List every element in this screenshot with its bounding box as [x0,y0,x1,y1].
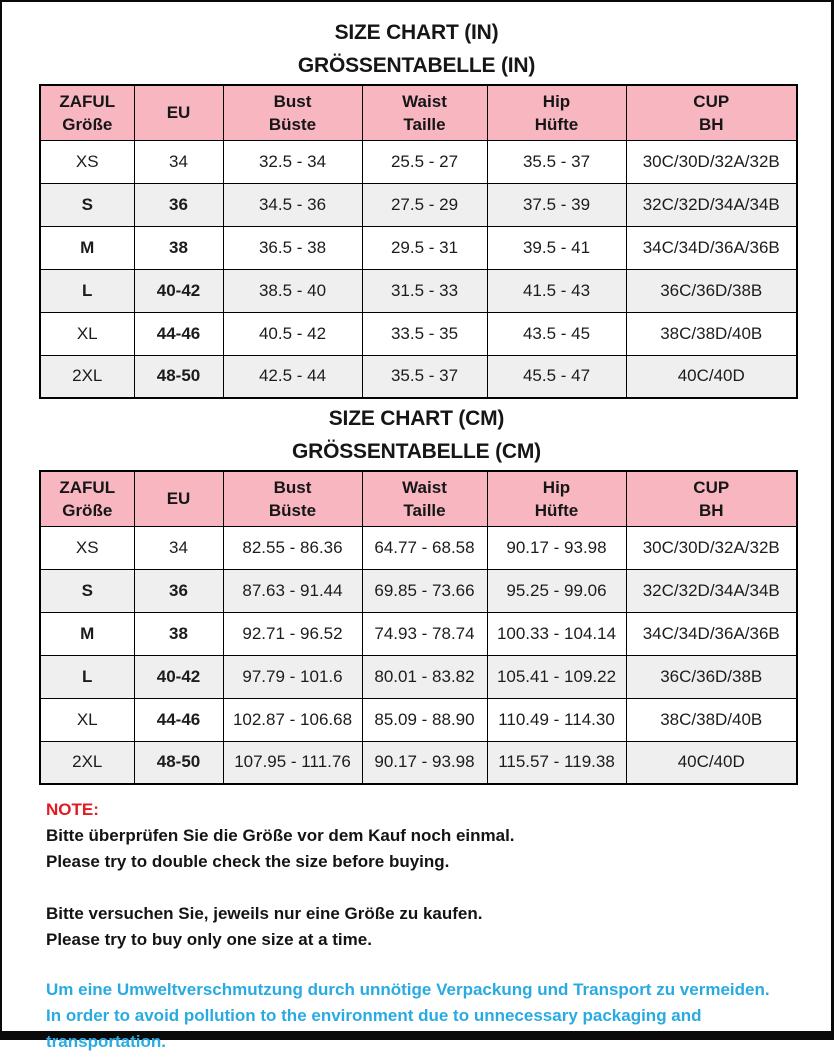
table-row [40,698,797,741]
cup-cell: 34C/34D/36A/36B [626,226,797,269]
note-eco-en: In order to avoid pollution to the environment due to unnecessary packaging and transportation. [46,1006,702,1051]
bust-cell: 40.5 - 42 [223,312,362,355]
table-row [40,140,797,183]
notes-section [46,797,794,1055]
table-row [40,226,797,269]
size-cell: S [40,183,134,226]
size-cell: XS [40,526,134,569]
waist-cell: 64.77 - 68.58 [362,526,487,569]
size-chart-table-inches [39,84,798,399]
waist-cell: 85.09 - 88.90 [362,698,487,741]
size-cell: XS [40,140,134,183]
note-one-size-en: Please try to buy only one size at a time. [46,930,372,949]
eu-cell: 40-42 [134,269,223,312]
column-header: Waist Taille [362,471,487,526]
waist-cell: 25.5 - 27 [362,140,487,183]
table-row [40,526,797,569]
waist-cell: 33.5 - 35 [362,312,487,355]
hip-cell: 39.5 - 41 [487,226,626,269]
header-row [40,85,797,140]
column-header: ZAFUL Größe [40,471,134,526]
eu-cell: 34 [134,140,223,183]
eu-cell: 34 [134,526,223,569]
waist-cell: 80.01 - 83.82 [362,655,487,698]
cup-cell: 40C/40D [626,355,797,398]
column-header: Hip Hüfte [487,471,626,526]
size-chart-cm-subtitle: GRÖSSENTABELLE (CM) [292,440,541,463]
size-chart-cm-title-block [2,399,831,468]
cup-cell: 36C/36D/38B [626,269,797,312]
note-one-size-de: Bitte versuchen Sie, jeweils nur eine Größe zu kaufen. [46,904,483,923]
table-row [40,355,797,398]
cup-cell: 34C/34D/36A/36B [626,612,797,655]
waist-cell: 27.5 - 29 [362,183,487,226]
column-header: ZAFUL Größe [40,85,134,140]
eu-cell: 38 [134,612,223,655]
waist-cell: 74.93 - 78.74 [362,612,487,655]
hip-cell: 115.57 - 119.38 [487,741,626,784]
column-header: CUP BH [626,471,797,526]
cup-cell: 30C/30D/32A/32B [626,140,797,183]
waist-cell: 90.17 - 93.98 [362,741,487,784]
note-check-size-en: Please try to double check the size before buying. [46,852,450,871]
size-cell: XL [40,312,134,355]
column-header: EU [134,85,223,140]
bust-cell: 87.63 - 91.44 [223,569,362,612]
bust-cell: 82.55 - 86.36 [223,526,362,569]
bust-cell: 34.5 - 36 [223,183,362,226]
size-chart-in-title-block [2,2,831,82]
bust-cell: 38.5 - 40 [223,269,362,312]
eu-cell: 36 [134,569,223,612]
bust-cell: 36.5 - 38 [223,226,362,269]
cup-cell: 36C/36D/38B [626,655,797,698]
waist-cell: 69.85 - 73.66 [362,569,487,612]
bust-cell: 92.71 - 96.52 [223,612,362,655]
waist-cell: 29.5 - 31 [362,226,487,269]
waist-cell: 31.5 - 33 [362,269,487,312]
note-eco-de: Um eine Umweltverschmutzung durch unnötige Verpackung und Transport zu vermeiden. [46,980,770,999]
hip-cell: 100.33 - 104.14 [487,612,626,655]
eu-cell: 44-46 [134,698,223,741]
cup-cell: 40C/40D [626,741,797,784]
eu-cell: 48-50 [134,355,223,398]
table-row [40,269,797,312]
table-row [40,569,797,612]
column-header: Bust Büste [223,85,362,140]
column-header: Bust Büste [223,471,362,526]
hip-cell: 43.5 - 45 [487,312,626,355]
bust-cell: 107.95 - 111.76 [223,741,362,784]
eu-cell: 40-42 [134,655,223,698]
size-cell: 2XL [40,355,134,398]
hip-cell: 95.25 - 99.06 [487,569,626,612]
cup-cell: 30C/30D/32A/32B [626,526,797,569]
table-row [40,312,797,355]
hip-cell: 35.5 - 37 [487,140,626,183]
cup-cell: 38C/38D/40B [626,698,797,741]
table-row [40,741,797,784]
eu-cell: 44-46 [134,312,223,355]
column-header: EU [134,471,223,526]
column-header: Hip Hüfte [487,85,626,140]
eu-cell: 48-50 [134,741,223,784]
table-row [40,655,797,698]
waist-cell: 35.5 - 37 [362,355,487,398]
table-row [40,612,797,655]
size-chart-in-title: SIZE CHART (IN) [334,21,499,44]
hip-cell: 41.5 - 43 [487,269,626,312]
hip-cell: 110.49 - 114.30 [487,698,626,741]
size-chart-in-subtitle: GRÖSSENTABELLE (IN) [297,54,536,77]
size-cell: 2XL [40,741,134,784]
header-row [40,471,797,526]
hip-cell: 37.5 - 39 [487,183,626,226]
table-row [40,183,797,226]
bust-cell: 102.87 - 106.68 [223,698,362,741]
bust-cell: 42.5 - 44 [223,355,362,398]
size-cell: M [40,612,134,655]
hip-cell: 90.17 - 93.98 [487,526,626,569]
size-chart-table-cm [39,470,798,785]
size-cell: L [40,269,134,312]
eu-cell: 36 [134,183,223,226]
hip-cell: 105.41 - 109.22 [487,655,626,698]
eu-cell: 38 [134,226,223,269]
size-cell: XL [40,698,134,741]
bust-cell: 32.5 - 34 [223,140,362,183]
size-cell: M [40,226,134,269]
note-check-size-de: Bitte überprüfen Sie die Größe vor dem Kauf noch einmal. [46,826,515,845]
size-cell: S [40,569,134,612]
column-header: Waist Taille [362,85,487,140]
size-cell: L [40,655,134,698]
cup-cell: 38C/38D/40B [626,312,797,355]
size-chart-cm-title: SIZE CHART (CM) [328,407,505,430]
cup-cell: 32C/32D/34A/34B [626,183,797,226]
cup-cell: 32C/32D/34A/34B [626,569,797,612]
note-label: NOTE: [46,800,99,819]
column-header: CUP BH [626,85,797,140]
bust-cell: 97.79 - 101.6 [223,655,362,698]
hip-cell: 45.5 - 47 [487,355,626,398]
